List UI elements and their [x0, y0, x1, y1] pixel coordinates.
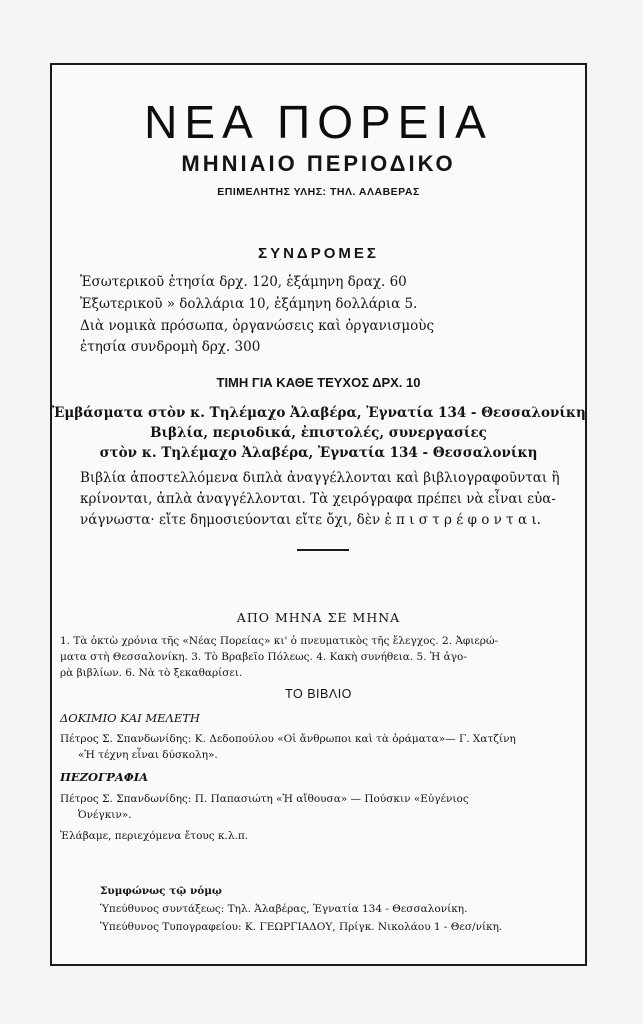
prose-entry: Ὀνέγκιν». — [78, 809, 132, 821]
books-note-line: κρίνονται, ἁπλὰ ἀναγγέλλονται. Τὰ χειρόγραφα πρέπει νὰ εἶναι εὐα- — [80, 491, 556, 507]
issue-price: ΤΙΜΗ ΓΙΑ ΚΑΘΕ ΤΕΥΧΟΣ ΔΡΧ. 10 — [216, 375, 421, 390]
prose-heading: ΠΕΖΟΓΡΑΦΙΑ — [60, 770, 149, 784]
subscription-line: Διὰ νομικὰ πρόσωπα, ὀργανώσεις καὶ ὀργανισμοὺς — [80, 318, 435, 334]
editor-credit: ΕΠΙΜΕΛΗΤΗΣ ΥΛΗΣ: ΤΗΛ. ΑΛΑΒΕΡΑΣ — [217, 186, 420, 198]
responsible-editor: Ὑπεύθυνος συντάξεως: Τηλ. Ἀλαβέρας, Ἐγνατία 134 - Θεσσαλονίκη. — [100, 903, 468, 915]
subscriptions-heading: ΣΥΝΔΡΟΜΕΣ — [258, 245, 379, 262]
subscription-line: ἐτησία συνδρομὴ δρχ. 300 — [80, 339, 261, 355]
subscription-line: Ἐξωτερικοῦ » δολλάρια 10, ἑξάμηνη δολλάρια 5. — [80, 296, 418, 312]
month-to-month-heading: ΑΠΟ ΜΗΝΑ ΣΕ ΜΗΝΑ — [236, 610, 401, 625]
received-note: Ἐλάβαμε, περιεχόμενα ἔτους κ.λ.π. — [60, 830, 249, 842]
book-section-heading: ΤΟ ΒΙΒΛΙΟ — [285, 687, 352, 701]
essay-heading: ΔΟΚΙΜΙΟ ΚΑΙ ΜΕΛΕΤΗ — [60, 711, 200, 725]
responsible-printer: Ὑπεύθυνος Τυπογραφείου: Κ. ΓΕΩΡΓΙΑΔΟΥ, Πρίγκ. Νικολάου 1 - Θεσ/νίκη. — [100, 921, 503, 933]
subscription-line: Ἐσωτερικοῦ ἐτησία δρχ. 120, ἑξάμηνη δραχ. 60 — [80, 274, 407, 290]
prose-entry: Πέτρος Σ. Σπανδωνίδης: Π. Παπασιώτη «Ἡ αἴθουσα» — Πούσκιν «Εὐγένιος — [60, 793, 469, 805]
essay-entry: «Ἡ τέχνη εἶναι δύσκολη». — [78, 749, 218, 761]
contents-line: ρὰ βιβλίων. 6. Νὰ τὸ ξεκαθαρίσει. — [60, 667, 243, 679]
books-note-line: νάγνωστα· εἴτε δημοσιεύονται εἴτε ὄχι, δὲν ἐ π ι σ τ ρ έ φ ο ν τ α ι. — [80, 512, 541, 528]
books-note-line: Βιβλία ἀποστελλόμενα διπλὰ ἀναγγέλλονται καὶ βιβλιογραφοῦνται ἢ — [80, 470, 560, 486]
page-frame — [50, 63, 587, 966]
section-divider — [297, 549, 349, 551]
submissions-label: Βιβλία, περιοδικά, ἐπιστολές, συνεργασίες — [150, 425, 487, 441]
contents-line: ματα στὴ Θεσσαλονίκη. 3. Τὸ Βραβεῖο Πόλεως. 4. Κακὴ συνήθεια. 5. Ἡ ἀγο- — [60, 651, 467, 663]
magazine-title: ΝΕΑ ΠΟΡΕΙΑ — [144, 96, 493, 148]
magazine-subtitle: ΜΗΝΙΑΙΟ ΠΕΡΙΟΔΙΚΟ — [181, 151, 456, 176]
submissions-address: στὸν κ. Τηλέμαχο Ἀλαβέρα, Ἐγνατία 134 - Θεσσαλονίκη — [99, 445, 538, 461]
essay-entry: Πέτρος Σ. Σπανδωνίδης: Κ. Δεδοπούλου «Οἱ ἄνθρωποι καὶ τὰ ὁράματα»— Γ. Χατζίνη — [60, 733, 516, 745]
legal-notice: Συμφώνως τῷ νόμῳ — [100, 885, 222, 897]
remittance-address: Ἐμβάσματα στὸν κ. Τηλέμαχο Ἀλαβέρα, Ἐγνατία 134 - Θεσσαλονίκη — [52, 405, 586, 421]
contents-line: 1. Τὰ ὀκτὼ χρόνια τῆς «Νέας Πορείας» κι' ὁ πνευματικὸς τῆς ἔλεγχος. 2. Ἀφιερώ- — [60, 635, 499, 647]
